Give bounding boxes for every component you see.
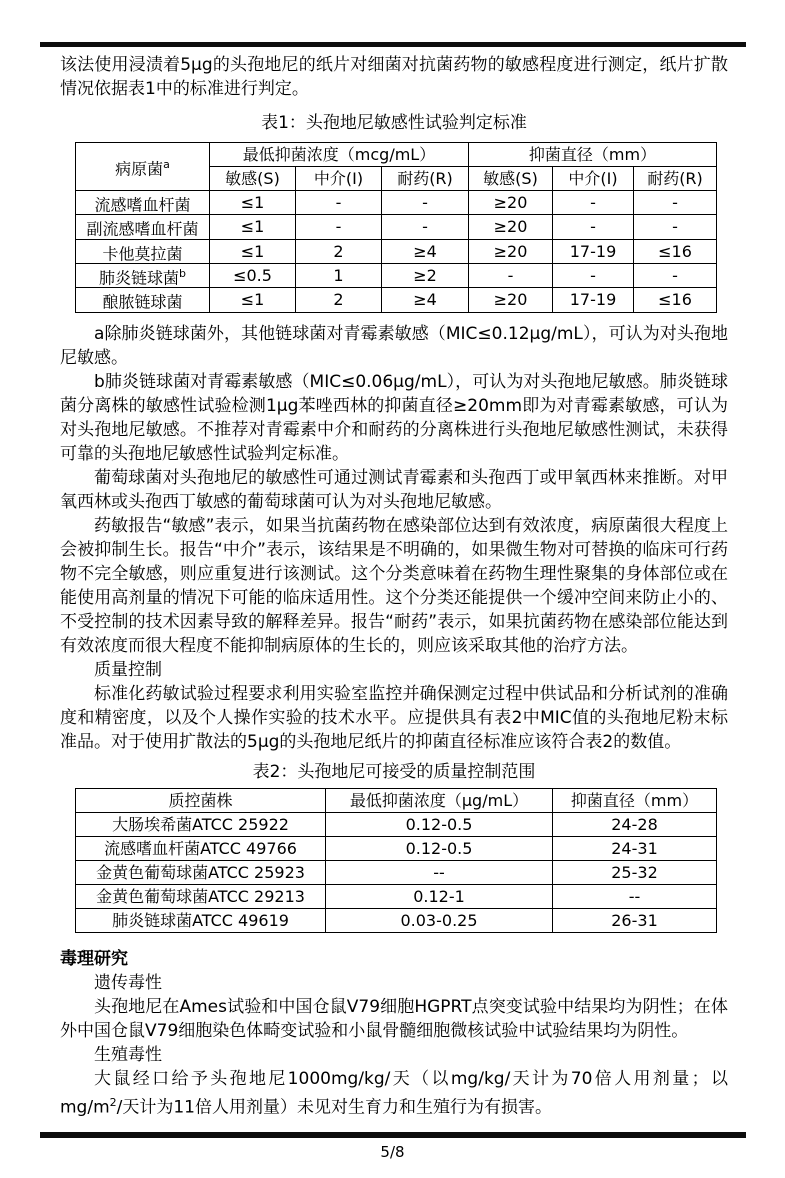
subheader-cell: 敏感(S)	[469, 167, 553, 191]
table-row	[76, 812, 717, 836]
qc-zone-header-cell: 抑菌直径（mm）	[553, 788, 717, 812]
susceptibility-criteria-table	[75, 142, 717, 313]
table-cell: -	[469, 263, 553, 287]
table-row	[76, 288, 717, 312]
table-row	[76, 215, 717, 239]
table-header-row	[76, 788, 717, 812]
genetic-toxicity-paragraph: 头孢地尼在Ames试验和中国仓鼠V79细胞HGPRT点突变试验中结果均为阴性；在体外中国仓鼠V79细胞染色体畸变试验和小鼠骨髓细胞微核试验中试验结果均为阴性。	[60, 996, 728, 1041]
subheader-cell: 耐药(R)	[634, 167, 717, 191]
table-cell: 0.12-1	[326, 884, 553, 908]
table-cell: 0.03-0.25	[326, 908, 553, 932]
bottom-rule	[40, 1132, 746, 1138]
table-cell: 2	[296, 288, 382, 312]
table-cell: ≥4	[382, 288, 469, 312]
superscript-2: 2	[109, 1095, 117, 1109]
pathogen-header-cell	[76, 143, 210, 191]
table-cell: ≥4	[382, 239, 469, 263]
pathogen-header-label: 病原菌	[115, 159, 164, 179]
pathogen-name: 副流感嗜血杆菌	[86, 219, 199, 239]
table-cell: -	[553, 263, 634, 287]
table-cell: ≤16	[634, 239, 717, 263]
table-row	[76, 884, 717, 908]
footnote-marker-b: b	[179, 266, 186, 280]
table-cell: 17-19	[553, 288, 634, 312]
pathogen-name: 酿脓链球菌	[102, 292, 183, 312]
interpretation-paragraph: 药敏报告“敏感”表示，如果当抗菌药物在感染部位达到有效浓度，病原菌很大程度上会被抑制生长。报告“中介”表示，该结果是不明确的，如果微生物对可替换的临床可行药物不完全敏感，则应重复进行该测试。这个分类意味着在药物生理性聚集的身体部位或在能使用高剂量的情况下可能的临床适用性。这个分类还能提供一个缓冲空间来防止小的、不受控制的技术因素导致的解释差异。报告“耐药”表示，如果抗菌药物在感染部位能达到有效浓度而很大程度不能抑制病原体的生长的，则应该采取其他的治疗方法。	[60, 515, 728, 656]
staphylococci-paragraph: 葡萄球菌对头孢地尼的敏感性可通过测试青霉素和头孢西丁或甲氧西林来推断。对甲氧西林或头孢西丁敏感的葡萄球菌可认为对头孢地尼敏感。	[60, 467, 728, 512]
table-cell: -	[553, 191, 634, 215]
toxicology-heading: 毒理研究	[60, 948, 128, 969]
table-cell: 0.12-0.5	[326, 812, 553, 836]
quality-control-paragraph: 标准化药敏试验过程要求利用实验室监控并确保测定过程中供试品和分析试剂的准确度和精密度，以及个人操作实验的技术水平。应提供具有表2中MIC值的头孢地尼粉末标准品。对于使用扩散法的5μg的头孢地尼纸片的抑菌直径标准应该符合表2的数值。	[60, 683, 728, 752]
table-cell: 流感嗜血杆菌ATCC 49766	[76, 836, 326, 860]
table-row	[76, 908, 717, 932]
footnote-b-paragraph: b肺炎链球菌对青霉素敏感（MIC≤0.06μg/mL），可认为对头孢地尼敏感。肺炎链球菌分离株的敏感性试验检测1μg苯唑西林的抑菌直径≥20mm即为对青霉素敏感，可认为对头孢地尼敏感。不推荐对青霉素中介和耐药的分离株进行头孢地尼敏感性测试，未获得可靠的头孢地尼敏感性试验判定标准。	[60, 371, 728, 464]
table-cell: ≤1	[210, 288, 296, 312]
footnote-a-paragraph: a除肺炎链球菌外，其他链球菌对青霉素敏感（MIC≤0.12μg/mL），可认为对头孢地尼敏感。	[60, 323, 728, 368]
intro-paragraph: 该法使用浸渍着5μg的头孢地尼的纸片对细菌对抗菌药物的敏感程度进行测定，纸片扩散情况依据表1中的标准进行判定。	[60, 55, 728, 99]
table-cell: 0.12-0.5	[326, 836, 553, 860]
table-cell: 17-19	[553, 239, 634, 263]
subheader-cell: 敏感(S)	[210, 167, 296, 191]
pathogen-cell	[76, 239, 210, 263]
repro-text-after: /天计为11倍人用剂量）未见对生育力和生殖行为有损害。	[116, 1097, 552, 1118]
table-cell: -	[634, 215, 717, 239]
table-row	[76, 263, 717, 287]
qc-strain-header-cell: 质控菌株	[76, 788, 326, 812]
table1-title: 表1：头孢地尼敏感性试验判定标准	[261, 113, 527, 133]
table-cell: 大肠埃希菌ATCC 25922	[76, 812, 326, 836]
reproductive-toxicity-paragraph	[60, 1067, 728, 1120]
top-rule	[40, 42, 746, 47]
table-row	[76, 836, 717, 860]
table-header-row	[76, 143, 717, 167]
qc-mic-header-cell: 最低抑菌浓度（μg/mL）	[326, 788, 553, 812]
table-cell: 24-31	[553, 836, 717, 860]
table-cell: -	[634, 263, 717, 287]
table-cell: --	[553, 884, 717, 908]
pathogen-name: 流感嗜血杆菌	[94, 195, 191, 215]
table-cell: ≥20	[469, 191, 553, 215]
table-cell: 金黄色葡萄球菌ATCC 25923	[76, 860, 326, 884]
pathogen-cell	[76, 288, 210, 312]
table-cell: 25-32	[553, 860, 717, 884]
footnote-marker-a: a	[163, 157, 170, 171]
table-cell: 2	[296, 239, 382, 263]
table-cell: 26-31	[553, 908, 717, 932]
reproductive-toxicity-subheading: 生殖毒性	[94, 1044, 162, 1065]
table-cell: -	[296, 191, 382, 215]
table-cell: -	[553, 215, 634, 239]
mic-group-header-cell: 最低抑菌浓度（mcg/mL）	[210, 143, 469, 167]
pathogen-name: 卡他莫拉菌	[102, 243, 183, 263]
zone-group-header-cell: 抑菌直径（mm）	[469, 143, 717, 167]
table-cell: ≥20	[469, 288, 553, 312]
table-row	[76, 860, 717, 884]
table-cell: -	[382, 215, 469, 239]
table-cell: --	[326, 860, 553, 884]
table-cell: -	[634, 191, 717, 215]
table-cell: ≤1	[210, 239, 296, 263]
pathogen-cell	[76, 263, 210, 287]
table-cell: 肺炎链球菌ATCC 49619	[76, 908, 326, 932]
quality-control-table	[75, 788, 717, 933]
table-cell: 1	[296, 263, 382, 287]
table-cell: ≥20	[469, 215, 553, 239]
table-cell: 24-28	[553, 812, 717, 836]
quality-control-subheading: 质量控制	[94, 659, 162, 680]
table-cell: ≥20	[469, 239, 553, 263]
table-row	[76, 239, 717, 263]
subheader-cell: 中介(I)	[553, 167, 634, 191]
pathogen-name: 肺炎链球菌	[99, 268, 180, 288]
table2-title: 表2：头孢地尼可接受的质量控制范围	[252, 761, 536, 782]
table-row	[76, 191, 717, 215]
subheader-cell: 中介(I)	[296, 167, 382, 191]
subheader-cell: 耐药(R)	[382, 167, 469, 191]
pathogen-cell	[76, 215, 210, 239]
table-cell: ≤16	[634, 288, 717, 312]
table-cell: ≥2	[382, 263, 469, 287]
table-cell: ≤1	[210, 191, 296, 215]
page-content	[60, 53, 728, 1119]
table-cell: ≤0.5	[210, 263, 296, 287]
table-cell: ≤1	[210, 215, 296, 239]
pathogen-cell	[76, 191, 210, 215]
page-number: 5/8	[380, 1143, 405, 1161]
table-cell: -	[296, 215, 382, 239]
table-cell: 金黄色葡萄球菌ATCC 29213	[76, 884, 326, 908]
genetic-toxicity-subheading: 遗传毒性	[94, 972, 162, 993]
table-cell: -	[382, 191, 469, 215]
repro-text-before: 大鼠经口给予头孢地尼1000mg/kg/天（以mg/kg/天计为70倍人用剂量；以mg/m	[60, 1068, 728, 1118]
